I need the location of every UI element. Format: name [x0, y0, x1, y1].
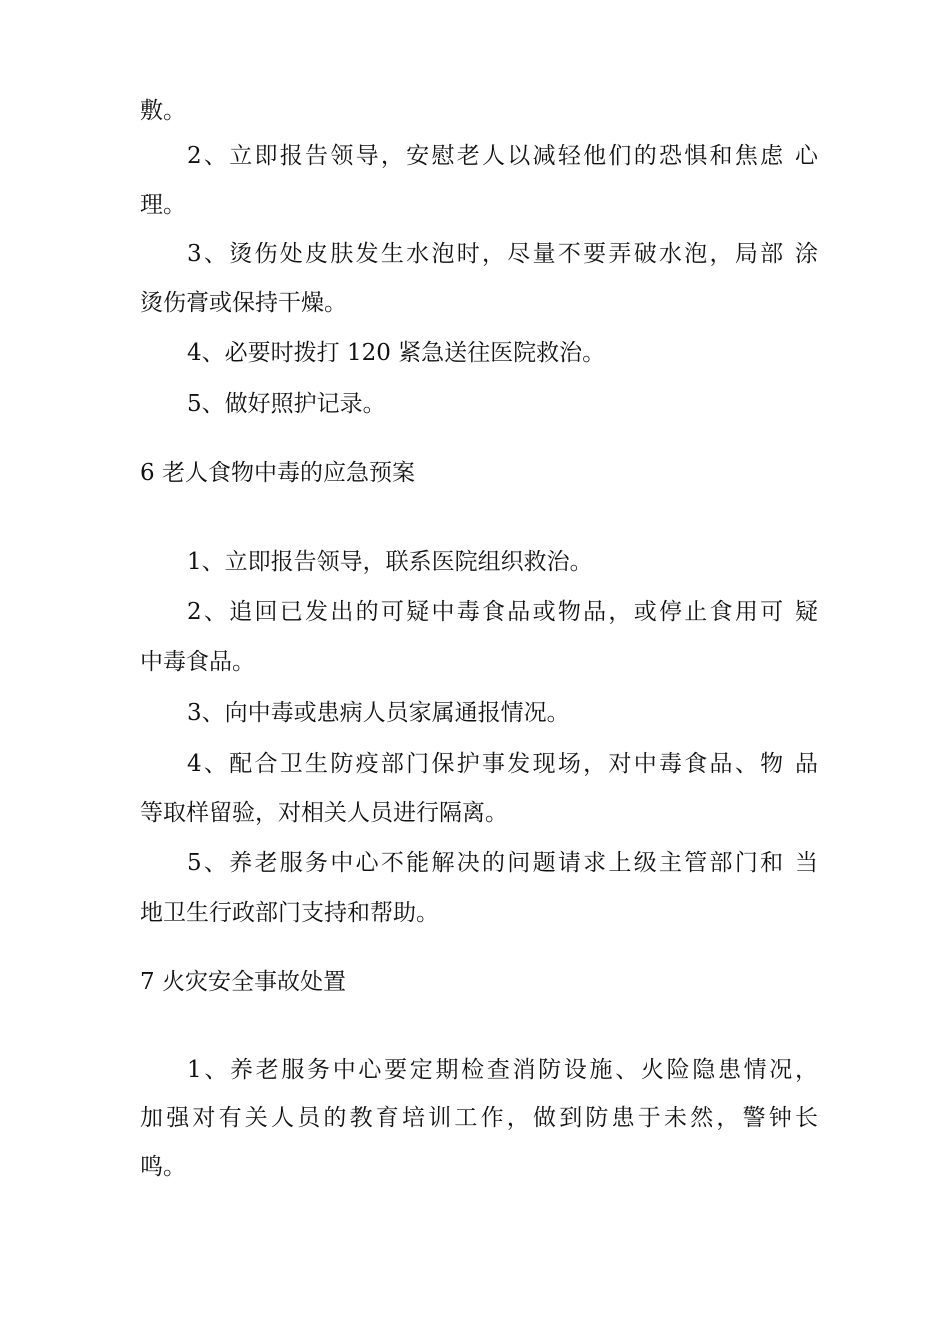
section-heading: 6 老人食物中毒的应急预案 [140, 460, 415, 486]
paragraph-line: 烫伤膏或保持干燥。 [140, 290, 347, 316]
paragraph-line: 5、做好照护记录。 [187, 391, 386, 417]
section-heading: 7 火灾安全事故处置 [140, 969, 346, 995]
paragraph-line: 鸣。 [140, 1154, 186, 1180]
paragraph-line: 3、向中毒或患病人员家属通报情况。 [187, 700, 570, 726]
paragraph-line: 等取样留验，对相关人员进行隔离。 [140, 800, 508, 826]
paragraph-line: 1、养老服务中心要定期检查消防设施、火险隐患情况， [187, 1057, 818, 1083]
paragraph-line: 2、追回已发出的可疑中毒食品或物品，或停止食用可 疑 [187, 599, 818, 625]
paragraph-line: 加强对有关人员的教育培训工作，做到防患于未然，警钟长 [140, 1105, 818, 1131]
paragraph-line: 4、必要时拨打 120 紧急送往医院救治。 [187, 340, 606, 366]
paragraph-line: 敷。 [140, 98, 186, 124]
paragraph-line: 地卫生行政部门支持和帮助。 [140, 900, 439, 926]
paragraph-line: 2、立即报告领导，安慰老人以减轻他们的恐惧和焦虑 心 [187, 143, 818, 169]
paragraph-line: 中毒食品。 [140, 649, 255, 675]
paragraph-line: 1、立即报告领导，联系医院组织救治。 [187, 549, 593, 575]
paragraph-line: 3、烫伤处皮肤发生水泡时，尽量不要弄破水泡，局部 涂 [187, 241, 818, 267]
paragraph-line: 4、配合卫生防疫部门保护事发现场，对中毒食品、物 品 [187, 751, 818, 777]
paragraph-line: 理。 [140, 192, 186, 218]
paragraph-line: 5、养老服务中心不能解决的问题请求上级主管部门和 当 [187, 850, 818, 876]
